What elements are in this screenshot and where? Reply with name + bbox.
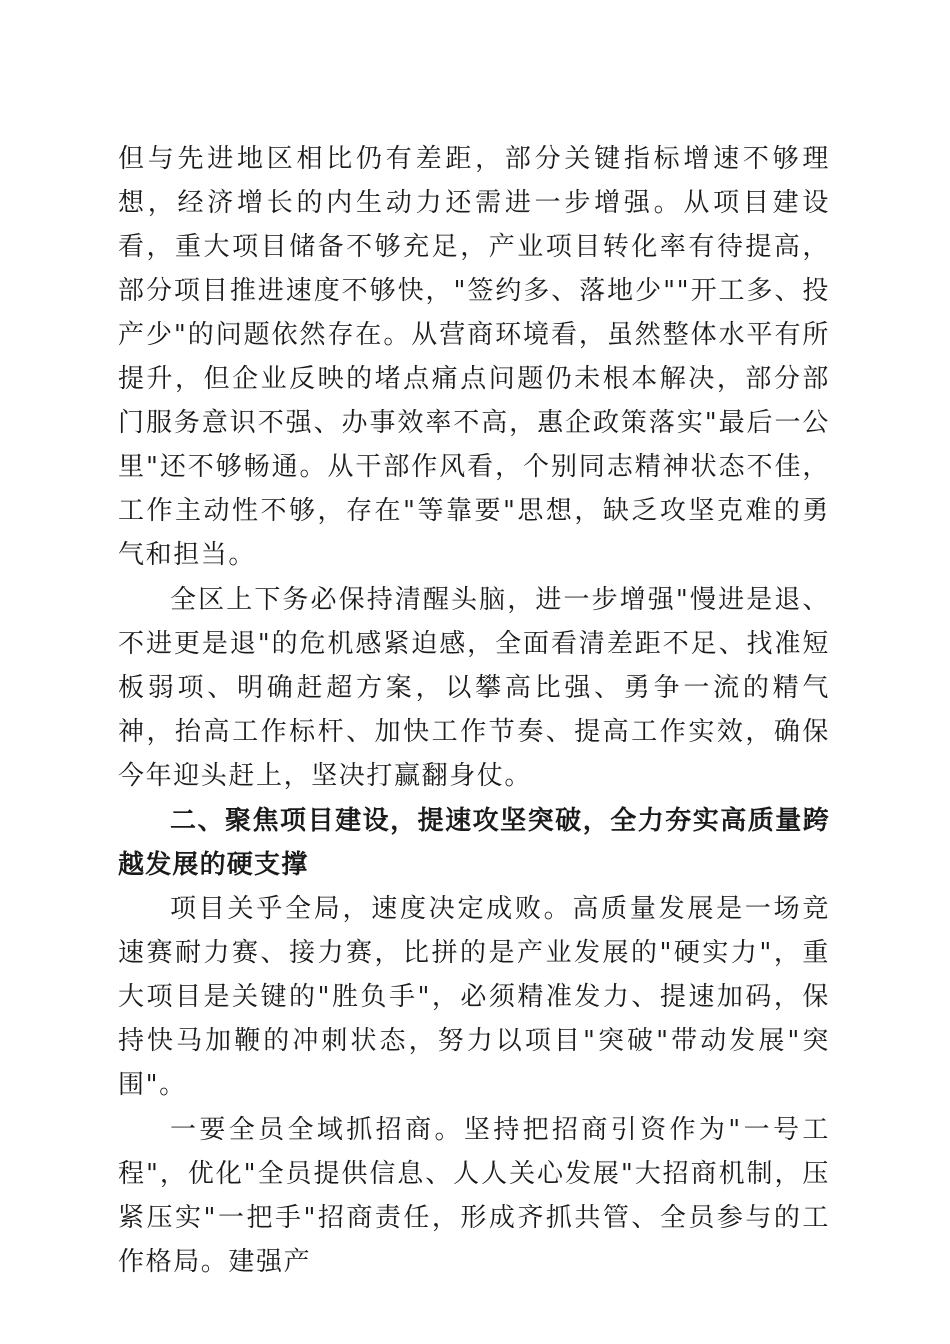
document-body xyxy=(118,137,830,1285)
body-paragraph-2: 全区上下务必保持清醒头脑，进一步增强"慢进是退、不进更是退"的危机感紧迫感，全面看清差距不足、找准短板弱项、明确赶超方案，以攀高比强、勇争一流的精气神，抬高工作标杆、加快工作节奏、提高工作实效，确保今年迎头赶上，坚决打赢翻身仗。 xyxy=(118,585,830,791)
section-heading-2: 二、聚焦项目建设，提速攻坚突破，全力夯实高质量跨越发展的硬支撑 xyxy=(118,806,830,880)
body-paragraph-3: 项目关乎全局，速度决定成败。高质量发展是一场竞速赛耐力赛、接力赛，比拼的是产业发展的"硬实力"，重大项目是关键的"胜负手"，必须精准发力、提速加码，保持快马加鞭的冲刺状态，努力以项目"突破"带动发展"突围"。 xyxy=(118,894,830,1100)
body-paragraph-1: 但与先进地区相比仍有差距，部分关键指标增速不够理想，经济增长的内生动力还需进一步增强。从项目建设看，重大项目储备不够充足，产业项目转化率有待提高，部分项目推进速度不够快，"签约多、落地少""开工多、投产少"的问题依然存在。从营商环境看，虽然整体水平有所提升，但企业反映的堵点痛点问题仍未根本解决，部分部门服务意识不强、办事效率不高，惠企政策落实"最后一公里"还不够畅通。从干部作风看，个别同志精神状态不佳，工作主动性不够，存在"等靠要"思想，缺乏攻坚克难的勇气和担当。 xyxy=(118,144,830,570)
body-paragraph-4: 一要全员全域抓招商。坚持把招商引资作为"一号工程"，优化"全员提供信息、人人关心发展"大招商机制，压紧压实"一把手"招商责任，形成齐抓共管、全员参与的工作格局。建强产 xyxy=(118,1115,830,1277)
